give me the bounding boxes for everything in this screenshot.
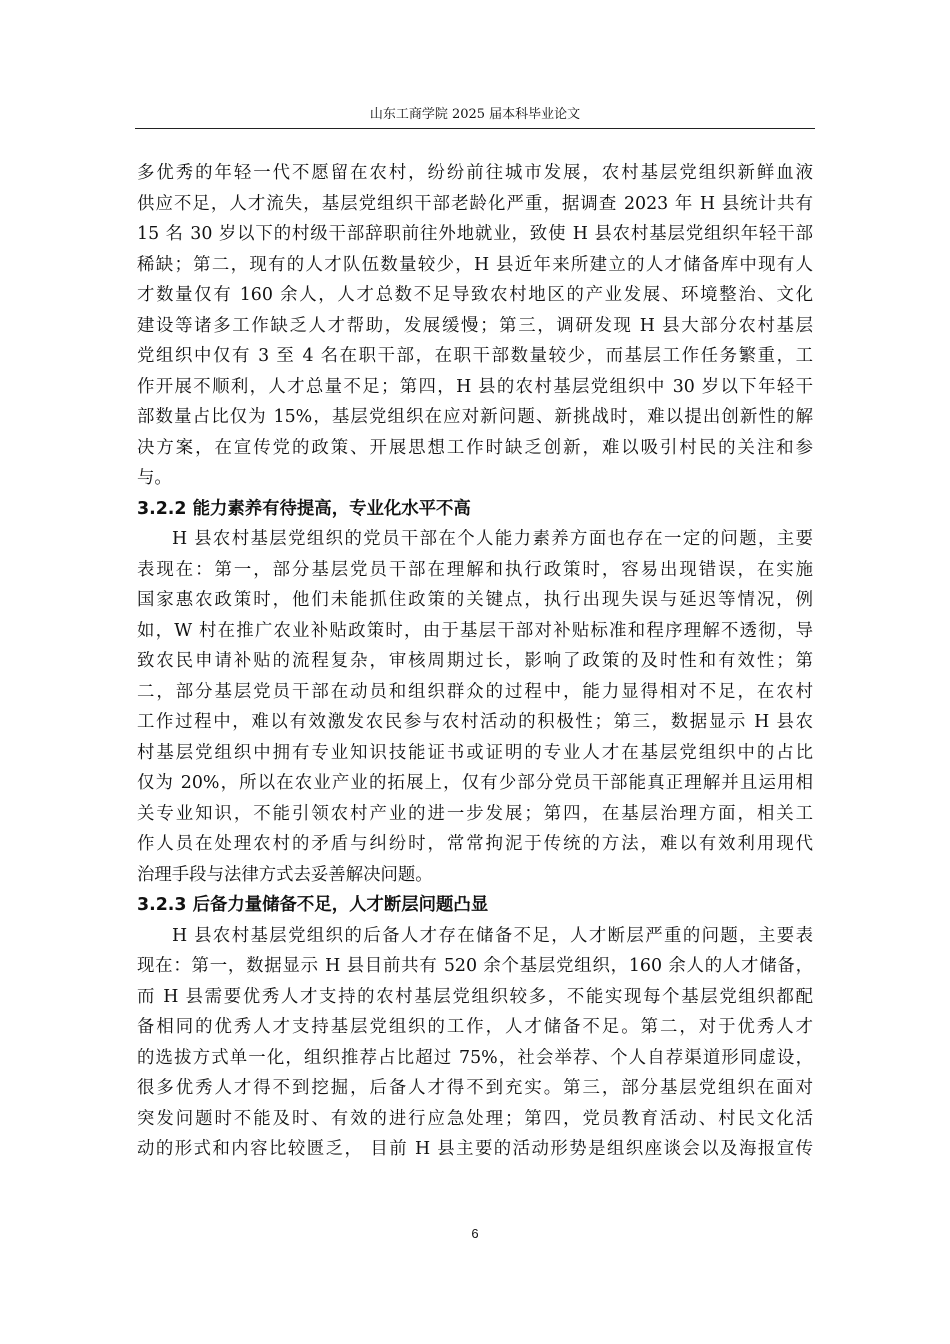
header-divider [135, 128, 815, 129]
text-line: 突发问题时不能及时、有效的进行应急处理；第四，党员教育活动、村民文化活 [137, 1108, 813, 1129]
text-line: 15 名 30 岁以下的村级干部辞职前往外地就业，致使 H 县农村基层党组织年轻干部 [137, 224, 813, 244]
text-line: 才数量仅有 160 余人，人才总数不足导致农村地区的产业发展、环境整治、文化 [137, 285, 813, 305]
text-line: 仅为 20%，所以在农业产业的拓展上，仅有少部分党员干部能真正理解并且运用相 [137, 773, 813, 793]
section-heading-3-2-3: 3.2.3 后备力量储备不足，人才断层问题凸显 [137, 895, 489, 915]
text-line: 作人员在处理农村的矛盾与纠纷时，常常拘泥于传统的方法，难以有效利用现代 [137, 834, 813, 854]
text-line: 致农民申请补贴的流程复杂，审核周期过长，影响了政策的及时性和有效性；第 [137, 651, 813, 671]
text-line: 工作过程中，难以有效激发农民参与农村活动的积极性；第三，数据显示 H 县农 [137, 712, 813, 732]
text-line: 关专业知识，不能引领农村产业的进一步发展；第四，在基层治理方面，相关工 [137, 803, 813, 824]
text-line: 与。 [137, 468, 172, 488]
text-line: 决方案，在宣传党的政策、开展思想工作时缺乏创新，难以吸引村民的关注和参 [137, 437, 813, 458]
text-line: 动的形式和内容比较匮乏， 目前 H 县主要的活动形势是组织座谈会以及海报宣传 [137, 1139, 813, 1159]
paragraph-reserve [137, 921, 813, 1165]
text-line: 的选拔方式单一化，组织推荐占比超过 75%，社会举荐、个人自荐渠道形同虚设， [137, 1047, 813, 1068]
paragraph-talent-shortage [137, 158, 813, 494]
text-line: 国家惠农政策时，他们未能抓住政策的关键点，执行出现失误与延迟等情况，例 [137, 590, 813, 610]
text-line: 作开展不顺利，人才总量不足；第四，H 县的农村基层党组织中 30 岁以下年轻干 [137, 376, 813, 397]
text-line: 二，部分基层党员干部在动员和组织群众的过程中，能力显得相对不足，在农村 [137, 681, 813, 702]
text-line: 部数量占比仅为 15%，基层党组织在应对新问题、新挑战时，难以提出创新性的解 [137, 407, 813, 427]
text-line: 治理手段与法律方式去妥善解决问题。 [137, 864, 433, 885]
text-line: 多优秀的年轻一代不愿留在农村，纷纷前往城市发展，农村基层党组织新鲜血液 [137, 163, 813, 183]
paragraph-ability [137, 524, 813, 890]
paper-body [137, 158, 813, 1165]
text-line: 党组织中仅有 3 至 4 名在职干部，在职干部数量较少，而基层工作任务繁重，工 [137, 346, 813, 366]
text-line: H 县农村基层党组织的后备人才存在储备不足，人才断层严重的问题，主要表 [172, 925, 813, 946]
text-line: H 县农村基层党组织的党员干部在个人能力素养方面也存在一定的问题，主要 [172, 529, 813, 549]
text-line: 稀缺；第二，现有的人才队伍数量较少，H 县近年来所建立的人才储备库中现有人 [137, 254, 813, 275]
text-line: 建设等诸多工作缺乏人才帮助，发展缓慢；第三，调研发现 H 县大部分农村基层 [137, 315, 813, 336]
text-line: 村基层党组织中拥有专业知识技能证书或证明的专业人才在基层党组织中的占比 [137, 742, 813, 763]
text-line: 表现在：第一，部分基层党员干部在理解和执行政策时，容易出现错误，在实施 [137, 559, 813, 580]
header-title: 山东工商学院 2025 届本科毕业论文 [369, 107, 581, 122]
text-line: 而 H 县需要优秀人才支持的农村基层党组织较多，不能实现每个基层党组织都配 [137, 986, 813, 1007]
text-line: 备相同的优秀人才支持基层党组织的工作，人才储备不足。第二，对于优秀人才 [137, 1017, 813, 1037]
text-line: 现在：第一，数据显示 H 县目前共有 520 余个基层党组织，160 余人的人才储备， [137, 956, 813, 976]
text-line: 很多优秀人才得不到挖掘，后备人才得不到充实。第三，部分基层党组织在面对 [137, 1078, 813, 1098]
text-line: 供应不足，人才流失，基层党组织干部老龄化严重，据调查 2023 年 H 县统计共有 [137, 193, 813, 214]
page-number: 6 [471, 1226, 479, 1241]
section-heading-3-2-2: 3.2.2 能力素养有待提高，专业化水平不高 [137, 498, 471, 519]
text-line: 如，W 村在推广农业补贴政策时，由于基层干部对补贴标准和程序理解不透彻，导 [137, 620, 813, 641]
